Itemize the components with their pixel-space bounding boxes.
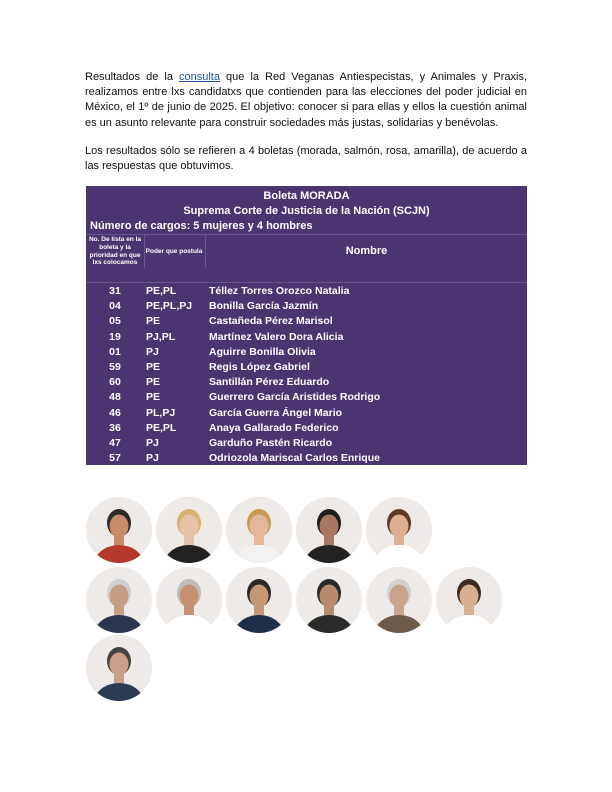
portrait-icon: [296, 497, 362, 563]
candidate-photo: [436, 567, 502, 633]
ballot-rows: [86, 284, 527, 466]
court-name: Suprema Corte de Justicia de la Nación (SCJN): [183, 205, 430, 217]
column-header-power: Poder que postula: [145, 247, 203, 255]
candidate-photo: [86, 635, 152, 701]
nominating-power: PJ,PL: [146, 330, 176, 343]
list-number: 60: [109, 376, 121, 389]
intro-text-after: que la Red Veganas Antiespecistas, y Animales y Praxis, realizamos entre lxs candidatxs que contienden para las elecciones del poder judicial en México, el 1º de junio de 2025. El objetivo: conocer si para ellas y ellos la cuestión animal es un asunto relevante para construir sociedades más justas, solidarias y benévolas.: [85, 71, 528, 129]
candidate-photo: [86, 497, 152, 563]
candidate-name: Anaya Gallarado Federico: [209, 421, 339, 434]
list-number: 48: [109, 391, 121, 404]
list-number: 05: [109, 315, 121, 328]
candidate-photo: [366, 567, 432, 633]
candidate-photo: [156, 567, 222, 633]
portrait-icon: [436, 567, 502, 633]
candidate-name: Castañeda Pérez Marisol: [209, 315, 333, 328]
candidate-name: Téllez Torres Orozco Natalia: [209, 285, 350, 297]
candidate-name: Guerrero García Aristides Rodrigo: [209, 391, 381, 404]
table-row: [86, 360, 527, 375]
candidate-photo: [226, 497, 292, 563]
candidate-photo: [86, 567, 152, 633]
nominating-power: PE: [146, 360, 161, 373]
list-number: 31: [109, 285, 121, 297]
list-number: 47: [109, 436, 121, 449]
candidate-name: García Guerra Ángel Mario: [209, 406, 343, 419]
list-number: 57: [109, 452, 121, 465]
intro-text-before: Resultados de la: [85, 71, 179, 83]
nominating-power: PJ: [146, 452, 159, 465]
list-number: 59: [109, 360, 121, 373]
candidate-photo: [366, 497, 432, 563]
ballot-table: [86, 186, 527, 465]
table-row: [86, 436, 527, 451]
nominating-power: PE: [146, 315, 161, 328]
portrait-icon: [156, 497, 222, 563]
candidate-name: Aguirre Bonilla Olivia: [209, 345, 316, 358]
table-row: [86, 406, 527, 421]
list-number: 04: [109, 300, 121, 313]
candidate-name: Regis López Gabriel: [209, 360, 310, 373]
list-number: 46: [109, 406, 121, 419]
table-row: [86, 345, 527, 360]
results-note: Los resultados sólo se refieren a 4 boletas (morada, salmón, rosa, amarilla), de acuerdo a las respuestas que obtuvimos.: [85, 145, 527, 173]
nominating-power: PE,PL: [146, 285, 177, 297]
portrait-icon: [296, 567, 362, 633]
portrait-icon: [156, 567, 222, 633]
list-number: 36: [109, 421, 121, 434]
column-header-name: Nombre: [345, 244, 388, 257]
nominating-power: PL,PJ: [146, 406, 176, 419]
table-row: [86, 314, 527, 329]
table-row: [86, 375, 527, 390]
table-row: [86, 299, 527, 314]
portrait-icon: [226, 497, 292, 563]
intro-paragraph: [85, 70, 527, 131]
candidate-name: Bonilla García Jazmín: [209, 300, 319, 313]
list-number: 01: [109, 345, 121, 358]
candidate-name: Santillán Pérez Eduardo: [209, 376, 330, 389]
candidate-name: Martínez Valero Dora Alicia: [209, 330, 344, 343]
nominating-power: PE: [146, 391, 161, 404]
portrait-icon: [86, 635, 152, 701]
nominating-power: PE,PL: [146, 421, 177, 434]
ballot-title: Boleta MORADA: [263, 190, 350, 202]
candidate-photo: [156, 497, 222, 563]
nominating-power: PE: [146, 376, 161, 389]
portrait-icon: [86, 497, 152, 563]
divider: [86, 282, 527, 283]
candidate-name: Garduño Pastén Ricardo: [209, 436, 333, 449]
nominating-power: PJ: [146, 345, 159, 358]
positions-count: Número de cargos: 5 mujeres y 4 hombres: [90, 220, 313, 232]
candidate-photo: [226, 567, 292, 633]
list-number: 19: [109, 330, 121, 343]
candidate-photo: [296, 497, 362, 563]
table-row: [86, 390, 527, 405]
portrait-icon: [366, 497, 432, 563]
portrait-icon: [86, 567, 152, 633]
column-header-number: No. De lista en la boleta y la prioridad en que lxs colocamos: [88, 236, 142, 267]
candidate-name: Odriozola Mariscal Carlos Enrique: [209, 452, 380, 465]
portrait-icon: [366, 567, 432, 633]
nominating-power: PE,PL,PJ: [146, 300, 193, 313]
table-row: [86, 451, 527, 466]
table-row: [86, 284, 527, 299]
consulta-link[interactable]: consulta: [179, 71, 220, 83]
table-row: [86, 421, 527, 436]
nominating-power: PJ: [146, 436, 159, 449]
portrait-icon: [226, 567, 292, 633]
table-row: [86, 330, 527, 345]
candidate-photo: [296, 567, 362, 633]
